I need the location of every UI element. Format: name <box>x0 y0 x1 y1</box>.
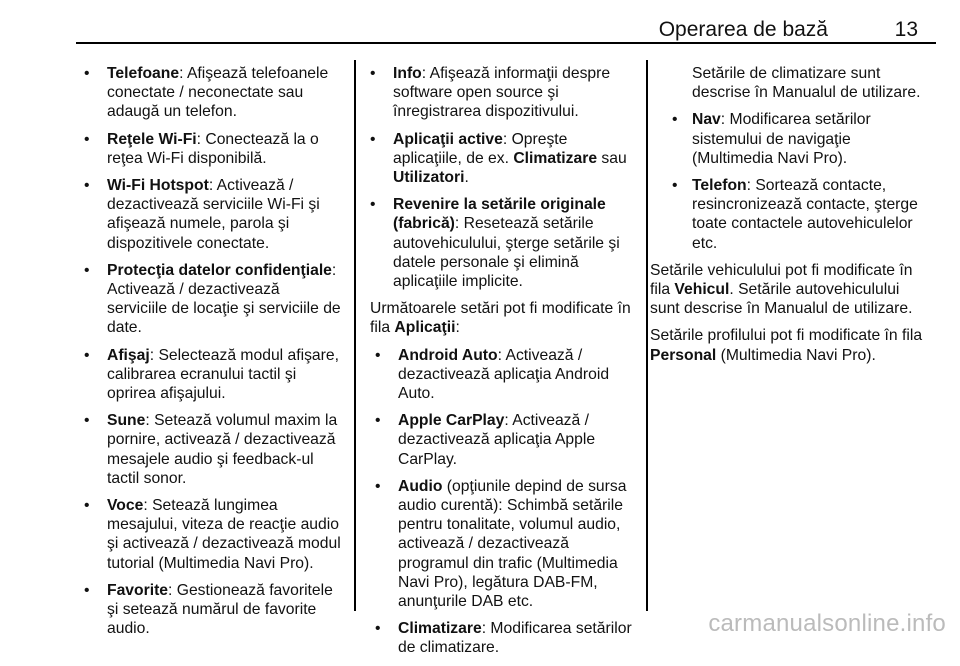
item-term: Climatizare <box>398 620 482 638</box>
item-text: Sortează contacte, resincronizează contacte, şterge toate contactele autovehiculelor etc. <box>692 177 918 252</box>
item-term: Android Auto <box>398 346 498 364</box>
item-term: Reţele Wi-Fi <box>107 130 197 148</box>
list-item: • Favorite: Gestionează favoritele şi setează numărul de favorite audio. <box>84 581 342 639</box>
list-item: • Protecţia datelor confidenţiale: Activează / dezactivează serviciile de locaţie şi serviciile de date. <box>84 261 342 338</box>
header-rule <box>76 42 936 44</box>
item-term: Aplicaţii active <box>393 130 503 148</box>
item-term: Telefoane <box>107 65 180 82</box>
item-text: Conectează la o reţea Wi-Fi disponibilă. <box>107 130 319 167</box>
item-term: Voce <box>107 497 144 515</box>
item-text: Modificarea setărilor sistemului de navigaţie (Multimedia Navi Pro). <box>692 111 871 167</box>
item-term: Vehicul <box>674 281 730 299</box>
item-text: Selectează modul afişare, calibrarea ecranului tactil şi oprirea afişajului. <box>107 346 339 403</box>
item-text: Setează volumul maxim la pornire, activează / dezactivează mesajele audio şi feedback-ul tactil sonor. <box>107 412 338 487</box>
list-item: • Android Auto: Activează / dezactivează aplicaţia Android Auto. <box>370 346 638 404</box>
item-term: Favorite <box>107 581 169 599</box>
item-term: Afişaj <box>107 346 150 364</box>
item-term: Sune <box>107 412 146 430</box>
item-text: Opreşte aplicaţiile, de ex. <box>393 130 568 167</box>
list-item: • Climatizare: Modificarea setărilor de climatizare. <box>370 619 638 657</box>
list-item: • Telefon: Sortează contacte, resincronizează contacte, şterge toate contactele autovehiculelor etc. <box>650 176 930 253</box>
item-term: Personal <box>650 346 717 364</box>
item-term: Apple CarPlay <box>398 412 505 430</box>
item-text: Modificarea setărilor de climatizare. <box>398 620 632 657</box>
list-item: • Info: Afişează informaţii despre software open source şi înregistrarea dispozitivului. <box>370 64 638 122</box>
paragraph: Setările vehiculului pot fi modificate în fila Vehicul. Setările autovehiculului sunt descrise în Manualul de utilizare. <box>650 261 913 318</box>
item-term: Info <box>393 65 422 82</box>
item-term: Wi-Fi Hotspot <box>107 177 209 195</box>
list-item <box>370 477 638 611</box>
page-number: 13 <box>894 18 918 41</box>
item-text: Resetează setările autovehiculului, şterge setările şi datele personale şi elimină aplicaţiile implicite. <box>393 215 620 291</box>
item-text: Activează / dezactivează serviciile Wi-Fi şi afişează numele, parola şi dispozitivele conectate. <box>107 177 320 252</box>
column-divider-2 <box>646 60 648 611</box>
item-term: Utilizatori <box>393 169 465 187</box>
list-item: • Aplicaţii active: Opreşte aplicaţiile, de ex. Climatizare sau Utilizatori. <box>370 130 638 188</box>
column-3 <box>650 64 930 373</box>
column-divider-1 <box>354 60 356 611</box>
list-item: • Telefoane: Afişează telefoanele conectate / neconectate sau adaugă un telefon. <box>84 64 342 122</box>
item-text: (opţiunile depind de sursa audio curentă): Schimbă setările pentru tonalitate, volumul audio, activează / dezactivează programul din trafic (Multimedia Navi Pro), legătura DAB-FM, anunţurile DAB etc. <box>398 477 627 611</box>
list-item: • Voce: Setează lungimea mesajului, viteza de reacţie audio şi activează / dezactivează modul tutorial (Multimedia Navi Pro). <box>84 496 342 573</box>
item-text: Activează / dezactivează serviciile de locaţie şi serviciile de date. <box>107 281 341 337</box>
paragraph: Următoarele setări pot fi modificate în fila Aplicaţii: <box>370 300 631 337</box>
item-text: Gestionează favoritele şi setează numărul de favorite audio. <box>107 581 333 638</box>
paragraph: Setările profilului pot fi modificate în fila Personal (Multimedia Navi Pro). <box>650 327 923 364</box>
list-item: • Afişaj: Selectează modul afişare, calibrarea ecranului tactil şi oprirea afişajului. <box>84 346 342 404</box>
page-title: Operarea de bază <box>658 18 828 41</box>
watermark: carmanualsonline.info <box>708 610 946 637</box>
list-item: • Wi-Fi Hotspot: Activează / dezactivează serviciile Wi-Fi şi afişează numele, parola şi dispozitivele conectate. <box>84 176 342 253</box>
item-text: Activează / dezactivează aplicaţia Apple CarPlay. <box>398 412 596 468</box>
continued-text: Setările de climatizare sunt descrise în Manualul de utilizare. <box>692 65 921 102</box>
list-item: • Revenire la setările originale (fabrică): Resetează setările autovehiculului, şterge setările şi datele personale şi elimină aplicaţiile implicite. <box>370 195 638 291</box>
item-text: Afişează informaţii despre software open source şi înregistrarea dispozitivului. <box>393 65 611 121</box>
column-1 <box>84 64 342 646</box>
list-item: • Apple CarPlay: Activează / dezactivează aplicaţia Apple CarPlay. <box>370 411 638 469</box>
item-term: Nav <box>692 111 721 129</box>
item-term: Climatizare <box>513 149 598 167</box>
item-text: Afişează telefoanele conectate / neconectate sau adaugă un telefon. <box>107 65 329 121</box>
item-term: Audio <box>398 477 443 495</box>
item-term: Protecţia datelor confidenţiale <box>107 261 332 279</box>
list-item: • Nav: Modificarea setărilor sistemului de navigaţie (Multimedia Navi Pro). <box>650 110 930 168</box>
list-item: • Reţele Wi-Fi: Conectează la o reţea Wi-Fi disponibilă. <box>84 130 342 168</box>
item-term: Aplicaţii <box>394 319 456 337</box>
item-text: Activează / dezactivează aplicaţia Android Auto. <box>398 346 610 403</box>
item-term: Revenire la setările originale (fabrică) <box>393 196 606 233</box>
item-text: Setează lungimea mesajului, viteza de reacţie audio şi activează / dezactivează modul tutorial (Multimedia Navi Pro). <box>107 497 341 572</box>
list-item: • Sune: Setează volumul maxim la pornire, activează / dezactivează mesajele audio şi feedback-ul tactil sonor. <box>84 411 342 488</box>
item-term: Telefon <box>692 177 747 195</box>
page-header <box>76 0 936 43</box>
column-2 <box>370 64 638 666</box>
